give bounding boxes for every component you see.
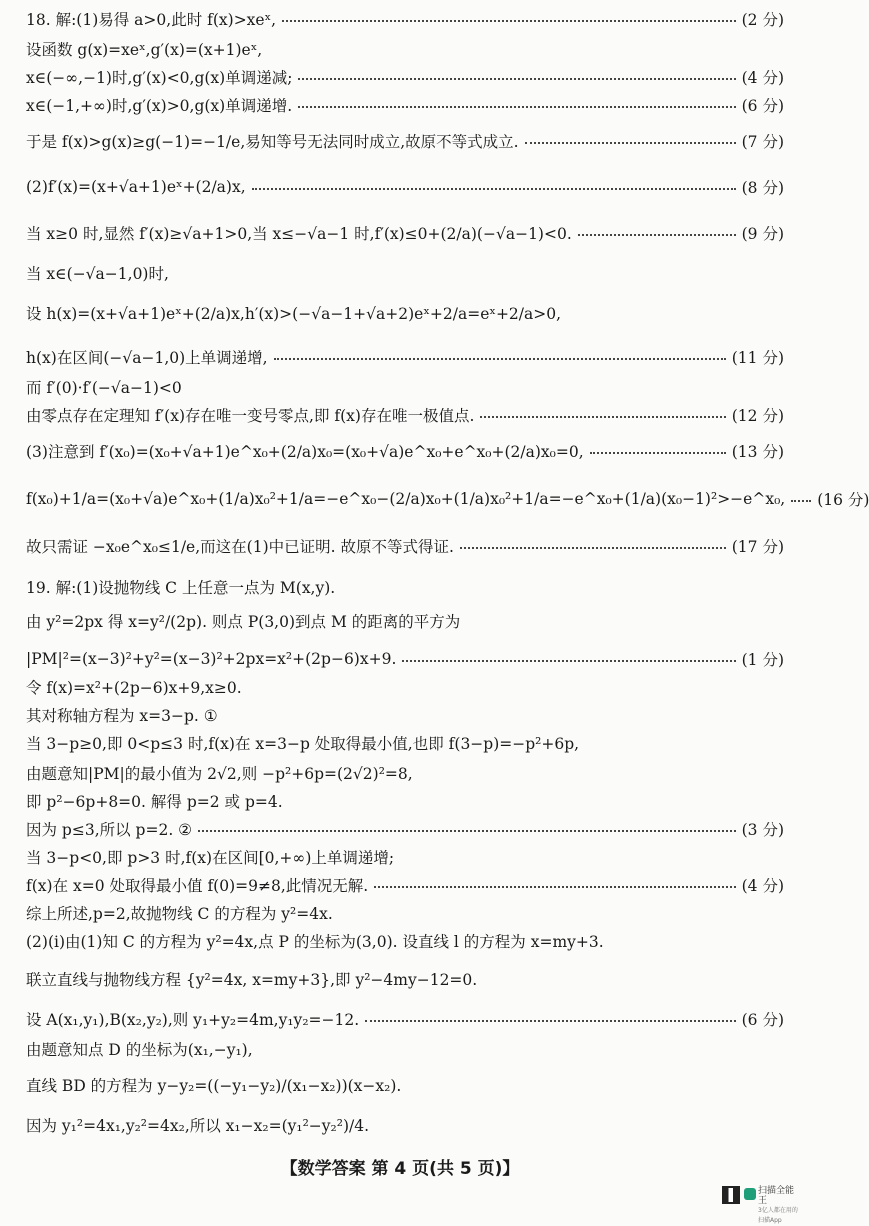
solution-line [0, 440, 800, 462]
solution-line [0, 222, 800, 244]
line-text: (2)f′(x)=(x+√a+1)eˣ+(2/a)x, [26, 178, 246, 196]
leader-dots [525, 142, 736, 144]
line-text: 18. 解:(1)易得 a>0,此时 f(x)>xeˣ, [26, 11, 277, 29]
solution-line [0, 66, 800, 88]
score-label: (13 分) [731, 443, 784, 461]
solution-line [0, 488, 869, 510]
leader-dots [590, 452, 726, 454]
line-text: h(x)在区间(−√a−1,0)上单调递增, [26, 349, 268, 367]
line-text: 于是 f(x)>g(x)≥g(−1)=−1/e,易知等号无法同时成立,故原不等式成立. [26, 133, 519, 151]
score-label: (6 分) [741, 1011, 784, 1029]
line-text: 19. 解:(1)设抛物线 C 上任意一点为 M(x,y). [26, 579, 336, 597]
leader-dots [791, 500, 811, 502]
leader-dots [252, 188, 736, 190]
line-text: 而 f′(0)·f′(−√a−1)<0 [26, 379, 182, 397]
score-label: (3 分) [741, 821, 784, 839]
line-text: 联立直线与抛物线方程 {y²=4x, x=my+3},即 y²−4my−12=0. [26, 971, 478, 989]
score-label: (4 分) [741, 69, 784, 87]
line-text: (2)(ⅰ)由(1)知 C 的方程为 y²=4x,点 P 的坐标为(3,0). 设直线 l 的方程为 x=my+3. [26, 933, 604, 951]
solution-line [0, 346, 800, 368]
line-text: 由题意知点 D 的坐标为(x₁,−y₁), [26, 1041, 253, 1059]
score-label: (8 分) [741, 179, 784, 197]
score-label: (16 分) [817, 491, 869, 509]
solution-line [0, 874, 800, 896]
solution-line [0, 1038, 800, 1060]
score-label: (4 分) [741, 877, 784, 895]
solution-line [0, 262, 800, 284]
solution-line [0, 94, 800, 116]
leader-dots [480, 416, 725, 418]
watermark-subtitle: 3亿人都在用的扫描App [758, 1207, 798, 1224]
score-label: (9 分) [741, 225, 784, 243]
solution-line [0, 762, 800, 784]
line-text: 即 p²−6p+8=0. 解得 p=2 或 p=4. [26, 793, 283, 811]
page-footer: 【数学答案 第 4 页(共 5 页)】 [280, 1159, 520, 1179]
score-label: (11 分) [731, 349, 784, 367]
line-text: 当 3−p≥0,即 0<p≤3 时,f(x)在 x=3−p 处取得最小值,也即 f(3−p)=−p²+6p, [26, 735, 580, 753]
solution-line [0, 930, 800, 952]
line-text: 其对称轴方程为 x=3−p. ① [26, 707, 218, 725]
line-text: 直线 BD 的方程为 y−y₂=((−y₁−y₂)/(x₁−x₂))(x−x₂). [26, 1077, 402, 1095]
solution-line [0, 535, 800, 557]
line-text: f(x)在 x=0 处取得最小值 f(0)=9≠8,此情况无解. [26, 877, 369, 895]
leader-dots [282, 20, 736, 22]
line-text: |PM|²=(x−3)²+y²=(x−3)²+2px=x²+(2p−6)x+9. [26, 650, 397, 668]
scanner-watermark [758, 1186, 800, 1226]
line-text: 因为 p≤3,所以 p=2. ② [26, 821, 193, 839]
line-text: 设函数 g(x)=xeˣ,g′(x)=(x+1)eˣ, [26, 41, 263, 59]
solution-line [0, 902, 800, 924]
solution-line [0, 404, 800, 426]
line-text: 由零点存在定理知 f′(x)存在唯一变号零点,即 f(x)存在唯一极值点. [26, 407, 475, 425]
leader-dots [460, 547, 726, 549]
score-label: (17 分) [731, 538, 784, 556]
scanner-logo-icon [744, 1188, 756, 1200]
line-text: 设 h(x)=(x+√a+1)eˣ+(2/a)x,h′(x)>(−√a−1+√a+2)eˣ+2/a=eˣ+2/a>0, [26, 305, 562, 323]
solution-line [0, 576, 800, 598]
leader-dots [374, 886, 735, 888]
score-label: (12 分) [731, 407, 784, 425]
line-text: 当 x≥0 时,显然 f′(x)≥√a+1>0,当 x≤−√a−1 时,f′(x)≤0+(2/a)(−√a−1)<0. [26, 225, 572, 243]
solution-line [0, 704, 800, 726]
leader-dots [578, 234, 736, 236]
leader-dots [198, 830, 736, 832]
solution-line [0, 8, 800, 30]
line-text: x∈(−∞,−1)时,g′(x)<0,g(x)单调递减; [26, 69, 293, 87]
line-text: f(x₀)+1/a=(x₀+√a)e^x₀+(1/a)x₀²+1/a=−e^x₀−(2/a)x₀+(1/a)x₀²+1/a=−e^x₀+(1/a)(x₀−1)²>−e^x₀, [26, 490, 786, 508]
solution-line [0, 376, 800, 398]
watermark-title: 扫描全能王 [758, 1186, 795, 1206]
leader-dots [365, 1020, 735, 1022]
leader-dots [274, 358, 726, 360]
solution-line [0, 1114, 800, 1136]
solution-line [0, 176, 800, 198]
leader-dots [298, 106, 735, 108]
score-label: (2 分) [741, 11, 784, 29]
solution-line [0, 1008, 800, 1030]
solution-line [0, 1074, 800, 1096]
leader-dots [402, 660, 735, 662]
solution-line [0, 968, 800, 990]
line-text: 故只需证 −x₀e^x₀≤1/e,而这在(1)中已证明. 故原不等式得证. [26, 538, 454, 556]
solution-line [0, 732, 800, 754]
score-label: (7 分) [741, 133, 784, 151]
solution-line [0, 846, 800, 868]
solution-line [0, 130, 800, 152]
score-label: (6 分) [741, 97, 784, 115]
line-text: 令 f(x)=x²+(2p−6)x+9,x≥0. [26, 679, 242, 697]
qr-code-icon [722, 1186, 740, 1204]
line-text: 因为 y₁²=4x₁,y₂²=4x₂,所以 x₁−x₂=(y₁²−y₂²)/4. [26, 1117, 370, 1135]
leader-dots [298, 78, 735, 80]
line-text: (3)注意到 f′(x₀)=(x₀+√a+1)e^x₀+(2/a)x₀=(x₀+√a)e^x₀+e^x₀+(2/a)x₀=0, [26, 443, 584, 461]
solution-line [0, 648, 800, 670]
line-text: 由 y²=2px 得 x=y²/(2p). 则点 P(3,0)到点 M 的距离的平方为 [26, 613, 461, 631]
score-label: (1 分) [741, 651, 784, 669]
line-text: 当 3−p<0,即 p>3 时,f(x)在区间[0,+∞)上单调递增; [26, 849, 395, 867]
solution-line [0, 302, 800, 324]
line-text: 由题意知|PM|的最小值为 2√2,则 −p²+6p=(2√2)²=8, [26, 765, 413, 783]
line-text: 设 A(x₁,y₁),B(x₂,y₂),则 y₁+y₂=4m,y₁y₂=−12. [26, 1011, 360, 1029]
solution-line [0, 676, 800, 698]
line-text: 当 x∈(−√a−1,0)时, [26, 265, 169, 283]
solution-line [0, 818, 800, 840]
line-text: 综上所述,p=2,故抛物线 C 的方程为 y²=4x. [26, 905, 333, 923]
line-text: x∈(−1,+∞)时,g′(x)>0,g(x)单调递增. [26, 97, 293, 115]
solution-line [0, 38, 800, 60]
solution-line [0, 790, 800, 812]
solution-line [0, 610, 800, 632]
